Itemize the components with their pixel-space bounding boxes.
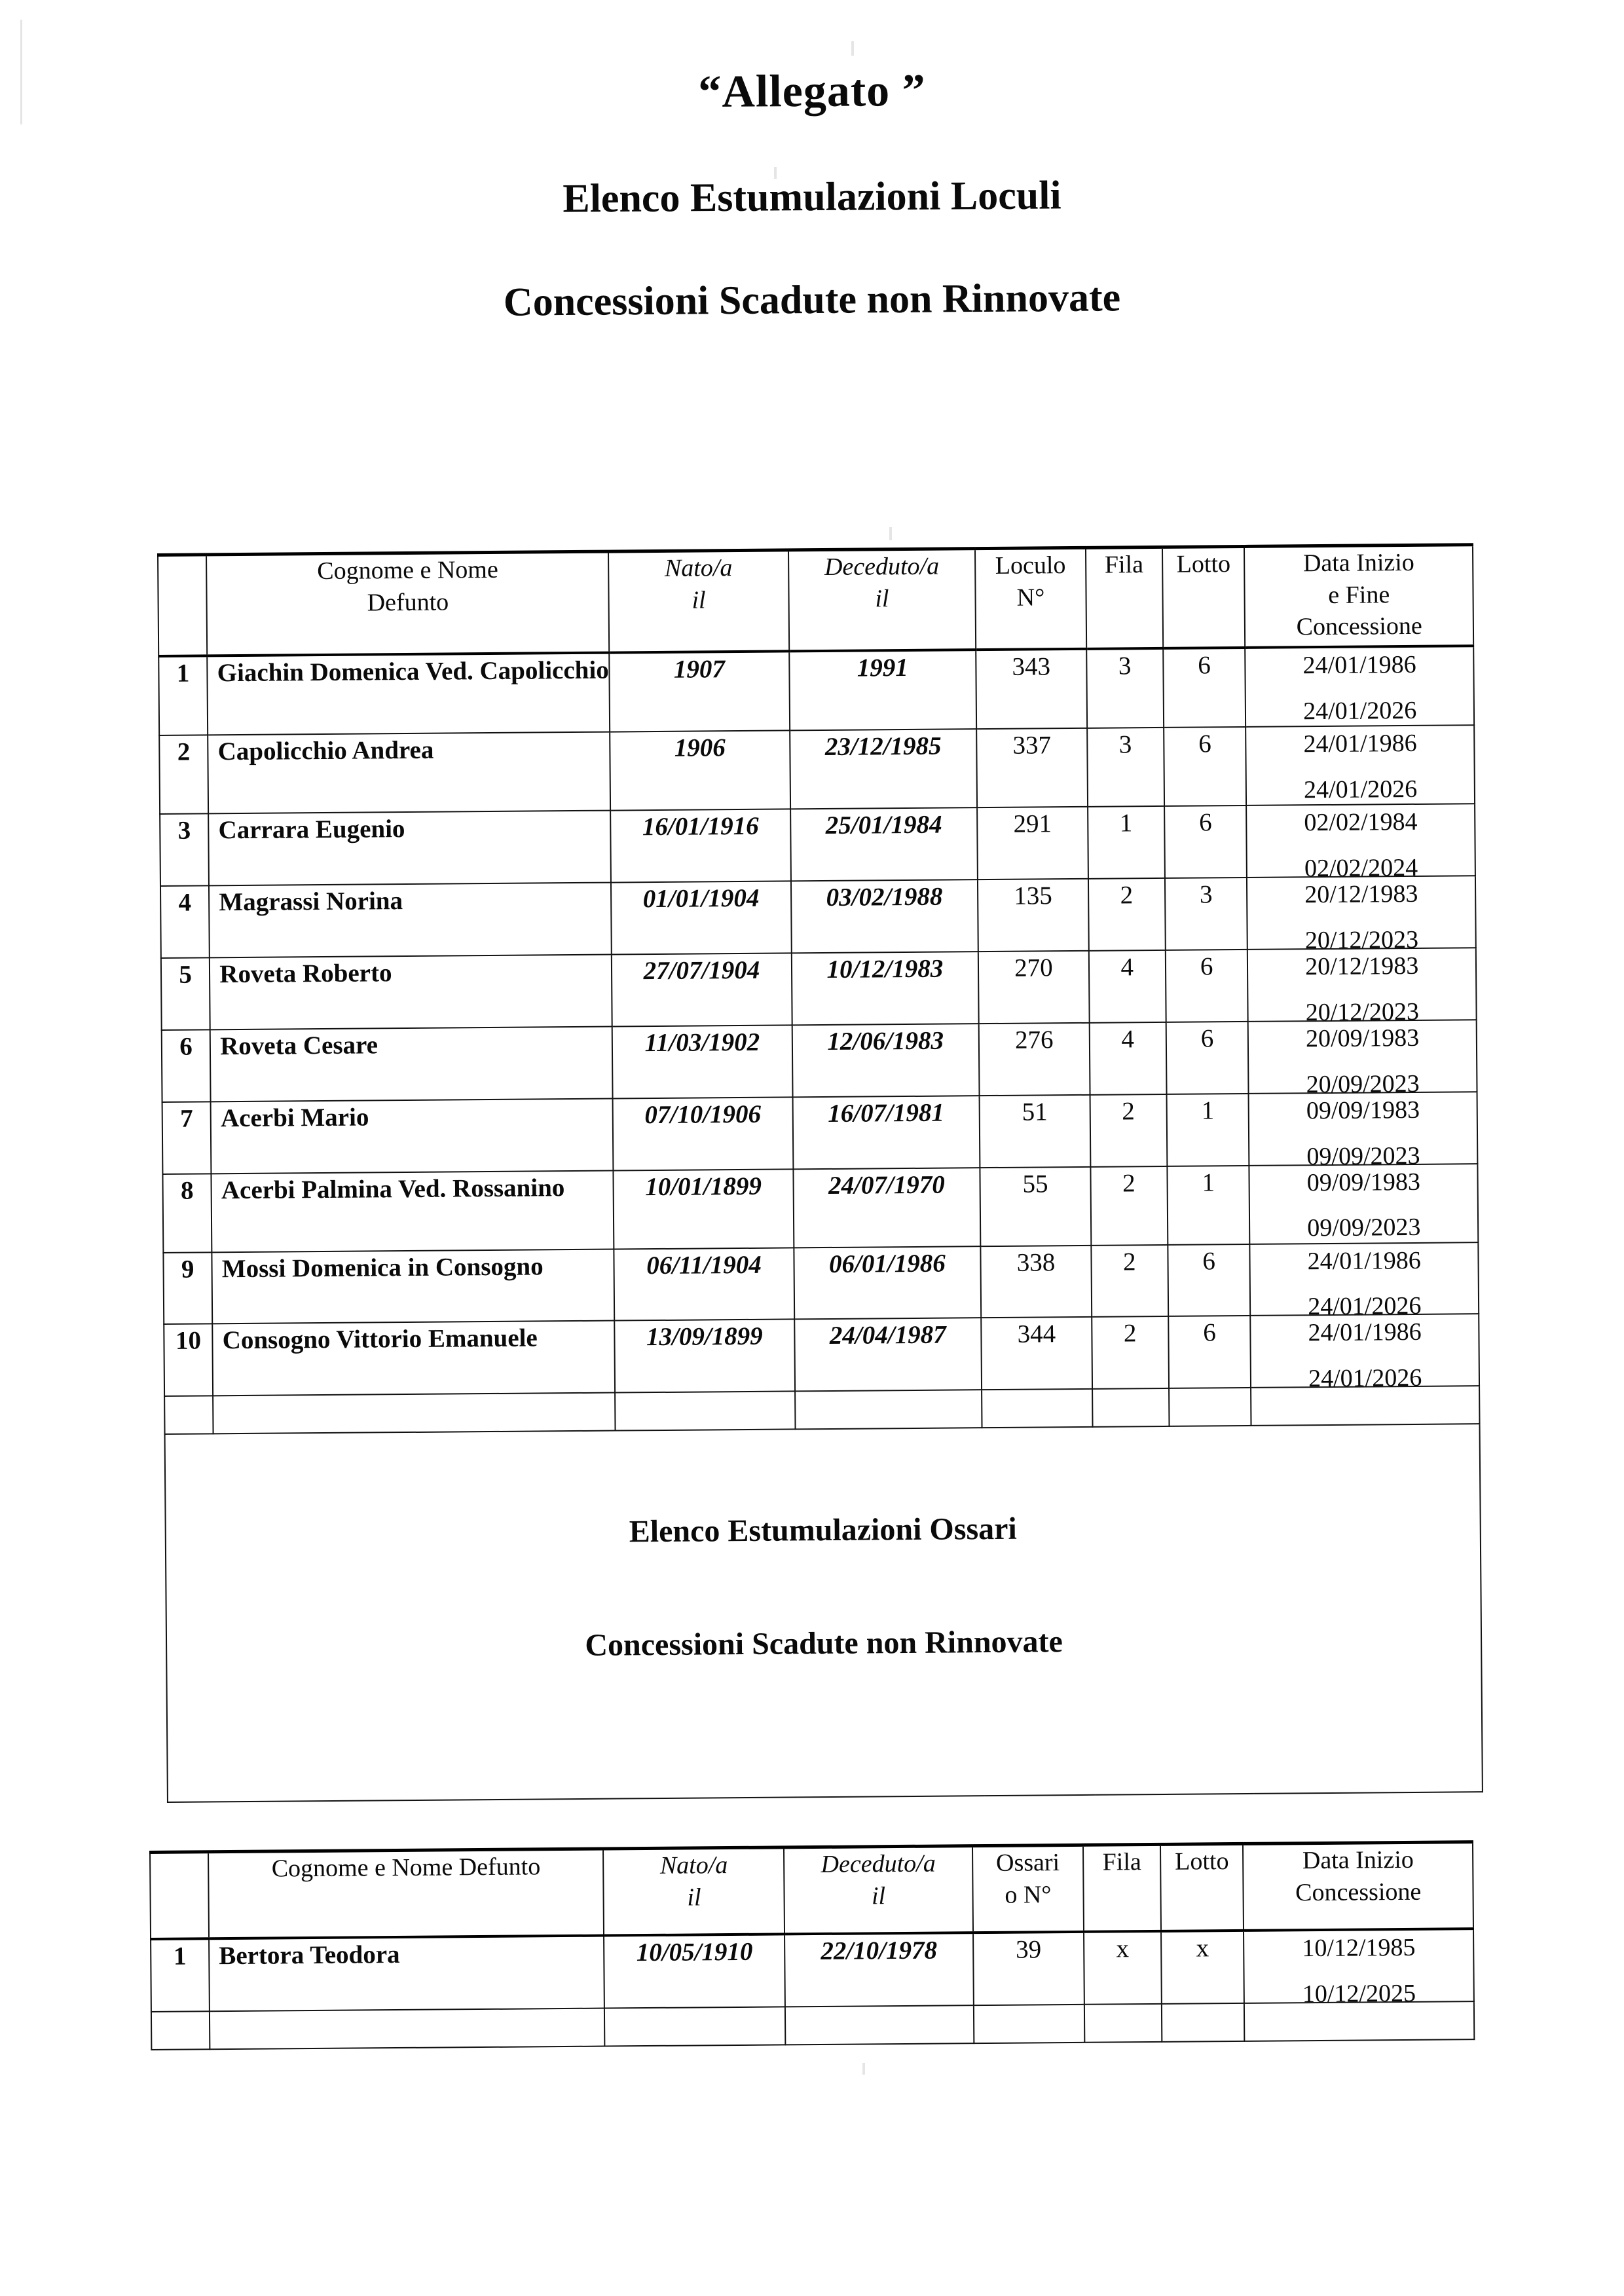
row-loculo: 343: [976, 649, 1086, 729]
header-loculo: [975, 547, 1086, 650]
empty-cell: [974, 2005, 1085, 2043]
row-concessione: [1247, 804, 1475, 883]
header-born-line2: il: [692, 586, 706, 614]
row-lotto: 6: [1168, 1244, 1251, 1316]
table-row: [162, 1164, 1478, 1253]
row-loculo: 337: [976, 728, 1087, 807]
row-fila: 2: [1092, 1316, 1169, 1389]
ossari-subheading: Concessioni Scadute non Rinnovate: [585, 1624, 1063, 1663]
row-died: 03/02/1988: [791, 880, 978, 953]
header-ossari-line2: o N°: [1005, 1880, 1052, 1909]
ossari-table-head: [150, 1842, 1473, 1939]
header-index: [150, 1852, 209, 1939]
empty-cell: [982, 1389, 1092, 1428]
loculi-table-container: [157, 543, 1483, 1803]
header-loculo-line1: Loculo: [995, 551, 1066, 580]
row-fila: 3: [1087, 728, 1164, 807]
header-lotto: Lotto: [1162, 546, 1246, 648]
ossari-table-body: [151, 1929, 1474, 2050]
empty-cell: [210, 2008, 605, 2049]
row-lotto: 6: [1164, 727, 1247, 806]
row-loculo: 51: [980, 1094, 1090, 1167]
loculi-table-head: [158, 545, 1473, 656]
header-name-line2: Defunto: [367, 588, 449, 617]
row-lotto: 3: [1165, 878, 1248, 950]
table-header-row: [158, 545, 1473, 656]
header-concessione: [1244, 545, 1473, 648]
row-fila: 2: [1091, 1244, 1168, 1317]
conc-start: 10/12/1985: [1302, 1933, 1416, 1963]
header-conc-line2: e Fine: [1328, 580, 1390, 609]
row-lotto: 6: [1166, 950, 1249, 1022]
empty-cell: [1084, 2004, 1162, 2043]
table-header-row: [150, 1842, 1473, 1939]
ossari-table: [149, 1840, 1475, 2050]
subtitle-loculi: Elenco Estumulazioni Loculi: [563, 173, 1061, 221]
row-index: 7: [162, 1102, 212, 1174]
row-fila: 3: [1086, 648, 1164, 728]
document-titles: [0, 65, 1624, 324]
scan-artifact-speck: [862, 2063, 865, 2075]
row-name: Carrara Eugenio: [208, 811, 611, 886]
row-fila: 4: [1089, 1022, 1166, 1095]
row-index: 6: [162, 1029, 211, 1102]
table-row: [160, 804, 1475, 886]
header-name: [206, 551, 609, 656]
conc-end: 20/12/2023: [1304, 925, 1419, 955]
row-name: Roveta Cesare: [210, 1026, 613, 1102]
header-name: Cognome e Nome Defunto: [208, 1849, 604, 1938]
row-born: 13/09/1899: [615, 1320, 795, 1393]
conc-start: 24/01/1986: [1307, 1246, 1421, 1275]
row-index: 1: [158, 656, 208, 735]
row-died: 24/04/1987: [794, 1318, 982, 1392]
header-died-line2: il: [875, 584, 889, 613]
empty-cell: [785, 2005, 974, 2045]
row-died: 06/01/1986: [794, 1246, 981, 1320]
conc-start: 20/12/1983: [1304, 880, 1418, 909]
row-name: Magrassi Norina: [209, 882, 612, 957]
row-name: Bertora Teodora: [209, 1936, 604, 2012]
row-died: 25/01/1984: [790, 807, 978, 881]
header-loculo-line2: N°: [1016, 583, 1045, 612]
header-fila: Fila: [1086, 547, 1163, 648]
header-fila: Fila: [1083, 1844, 1161, 1931]
header-died-line2: il: [871, 1881, 886, 1910]
ossari-banner-cell: [165, 1424, 1483, 1803]
header-conc-line1: Data Inizio: [1302, 548, 1415, 578]
header-lotto: Lotto: [1160, 1843, 1244, 1931]
table-row: [151, 1929, 1474, 2012]
row-index: 9: [163, 1252, 212, 1324]
conc-end: 20/09/2023: [1306, 1069, 1420, 1098]
row-born: 1906: [610, 730, 790, 810]
header-conc-line1: Data Inizio: [1302, 1845, 1414, 1875]
table-row: [164, 1314, 1479, 1397]
row-born: 06/11/1904: [614, 1248, 794, 1321]
conc-start: 02/02/1984: [1304, 807, 1418, 837]
header-died-line1: Deceduto/a: [824, 552, 940, 581]
ossari-banner-text: [166, 1425, 1481, 1667]
header-died: [784, 1846, 972, 1935]
table-row: [158, 646, 1474, 735]
table-row: [162, 1020, 1477, 1102]
row-index: 3: [160, 813, 209, 885]
row-born: 01/01/1904: [611, 881, 791, 954]
empty-cell: [615, 1392, 795, 1431]
row-died: 16/07/1981: [792, 1096, 980, 1169]
row-loculo: 344: [981, 1317, 1092, 1390]
conc-start: 24/01/1986: [1308, 1318, 1422, 1347]
empty-cell: [1162, 2003, 1245, 2042]
table-row: [160, 876, 1476, 958]
empty-cell: [164, 1396, 213, 1435]
row-index: 4: [160, 885, 210, 957]
ossari-banner-row: [165, 1424, 1483, 1803]
conc-start: 24/01/1986: [1303, 729, 1417, 758]
row-died: 10/12/1983: [791, 952, 978, 1025]
row-loculo: 291: [977, 807, 1088, 880]
header-ossari: [972, 1845, 1084, 1933]
header-concessione: [1243, 1842, 1473, 1931]
conc-end: 24/01/2026: [1302, 696, 1417, 726]
empty-cell: [213, 1393, 616, 1434]
ossari-table-container: [149, 1840, 1475, 2050]
row-fila: 2: [1090, 1094, 1167, 1167]
row-fila: 2: [1088, 878, 1166, 951]
row-name: Capolicchio Andrea: [208, 732, 610, 814]
row-fila: 4: [1089, 950, 1166, 1023]
row-concessione: [1246, 646, 1474, 727]
row-index: 1: [151, 1938, 210, 2012]
row-loculo: 55: [980, 1166, 1091, 1246]
row-lotto: 1: [1166, 1094, 1249, 1166]
row-fila: x: [1084, 1931, 1162, 2005]
header-born-line2: il: [687, 1883, 701, 1912]
row-lotto: 6: [1168, 1316, 1251, 1388]
header-name-line1: Cognome e Nome: [317, 555, 498, 585]
row-fila: 1: [1088, 806, 1165, 879]
row-loculo: 270: [978, 951, 1089, 1024]
scan-artifact-speck: [889, 527, 892, 540]
table-row: [159, 725, 1475, 814]
header-born: [603, 1847, 784, 1936]
row-born: 27/07/1904: [612, 953, 792, 1026]
conc-end: 24/01/2026: [1308, 1364, 1422, 1393]
conc-start: 20/09/1983: [1305, 1024, 1420, 1052]
conc-start: 09/09/1983: [1306, 1096, 1420, 1124]
empty-cell: [1092, 1388, 1170, 1427]
row-died: 24/07/1970: [793, 1168, 981, 1248]
header-ossari-line1: Ossari: [995, 1849, 1060, 1877]
row-index: 2: [159, 735, 208, 814]
row-died: 12/06/1983: [792, 1024, 979, 1097]
conc-start: 20/12/1983: [1305, 952, 1419, 981]
row-name: Acerbi Mario: [211, 1098, 614, 1174]
row-index: 5: [161, 957, 210, 1029]
row-name: Giachin Domenica Ved. Capolicchio: [207, 653, 610, 735]
row-lotto: 6: [1166, 1022, 1249, 1094]
header-index: [158, 555, 207, 656]
table-row: [163, 1242, 1479, 1325]
row-ossari: 39: [973, 1932, 1084, 2005]
header-born-line1: Nato/a: [659, 1851, 728, 1879]
empty-cell: [1169, 1388, 1251, 1426]
row-concessione: [1244, 1929, 1473, 2009]
loculi-table: [157, 543, 1483, 1803]
header-conc-line3: Concessione: [1296, 612, 1422, 641]
row-lotto: x: [1161, 1931, 1244, 2004]
subtitle-concessioni: Concessioni Scadute non Rinnovate: [503, 275, 1121, 325]
header-died-line1: Deceduto/a: [821, 1849, 936, 1878]
table-row: [162, 1092, 1478, 1174]
row-born: 16/01/1916: [610, 809, 790, 882]
row-lotto: 6: [1164, 805, 1247, 878]
header-conc-line2: Concessione: [1295, 1878, 1422, 1906]
empty-cell: [795, 1390, 982, 1429]
row-concessione: [1246, 725, 1475, 805]
header-born-line1: Nato/a: [664, 554, 733, 582]
empty-cell: [604, 2007, 785, 2046]
scan-artifact-speck: [851, 41, 854, 56]
row-concessione: [1250, 1242, 1479, 1321]
row-loculo: 338: [981, 1245, 1092, 1318]
conc-end: 09/09/2023: [1306, 1141, 1420, 1170]
row-index: 10: [164, 1324, 213, 1396]
row-born: 11/03/1902: [612, 1025, 792, 1098]
row-name: Consogno Vittorio Emanuele: [212, 1321, 615, 1396]
table-row: [161, 948, 1477, 1030]
header-born: [608, 550, 788, 653]
conc-end: 24/01/2026: [1303, 775, 1418, 804]
row-name: Roveta Roberto: [210, 954, 612, 1029]
page-title: “Allegato ”: [698, 65, 926, 118]
row-lotto: 6: [1163, 648, 1246, 728]
conc-end: 09/09/2023: [1307, 1213, 1421, 1242]
conc-start: 09/09/1983: [1306, 1168, 1421, 1196]
row-loculo: 276: [979, 1023, 1090, 1096]
header-died: [788, 549, 976, 652]
conc-end: 24/01/2026: [1308, 1292, 1422, 1321]
row-loculo: 135: [978, 879, 1088, 952]
conc-end: 02/02/2024: [1304, 853, 1418, 883]
row-concessione: [1249, 1164, 1478, 1244]
row-fila: 2: [1090, 1166, 1168, 1245]
row-born: 10/05/1910: [604, 1934, 786, 2008]
row-born: 10/01/1899: [614, 1169, 794, 1249]
row-born: 07/10/1906: [613, 1097, 793, 1170]
row-died: 22/10/1978: [784, 1933, 973, 2007]
conc-end: 20/12/2023: [1305, 997, 1420, 1027]
ossari-heading: Elenco Estumulazioni Ossari: [629, 1511, 1017, 1549]
row-died: 23/12/1985: [790, 729, 978, 809]
loculi-table-body: [158, 646, 1483, 1802]
conc-start: 24/01/1986: [1302, 650, 1416, 680]
row-index: 8: [162, 1174, 212, 1253]
empty-cell: [151, 2011, 210, 2050]
row-lotto: 1: [1167, 1165, 1250, 1244]
conc-end: 10/12/2025: [1302, 1979, 1416, 2009]
row-died: 1991: [789, 650, 977, 730]
row-name: Acerbi Palmina Ved. Rossanino: [212, 1170, 614, 1252]
row-born: 1907: [610, 651, 790, 731]
row-name: Mossi Domenica in Consogno: [212, 1249, 615, 1324]
